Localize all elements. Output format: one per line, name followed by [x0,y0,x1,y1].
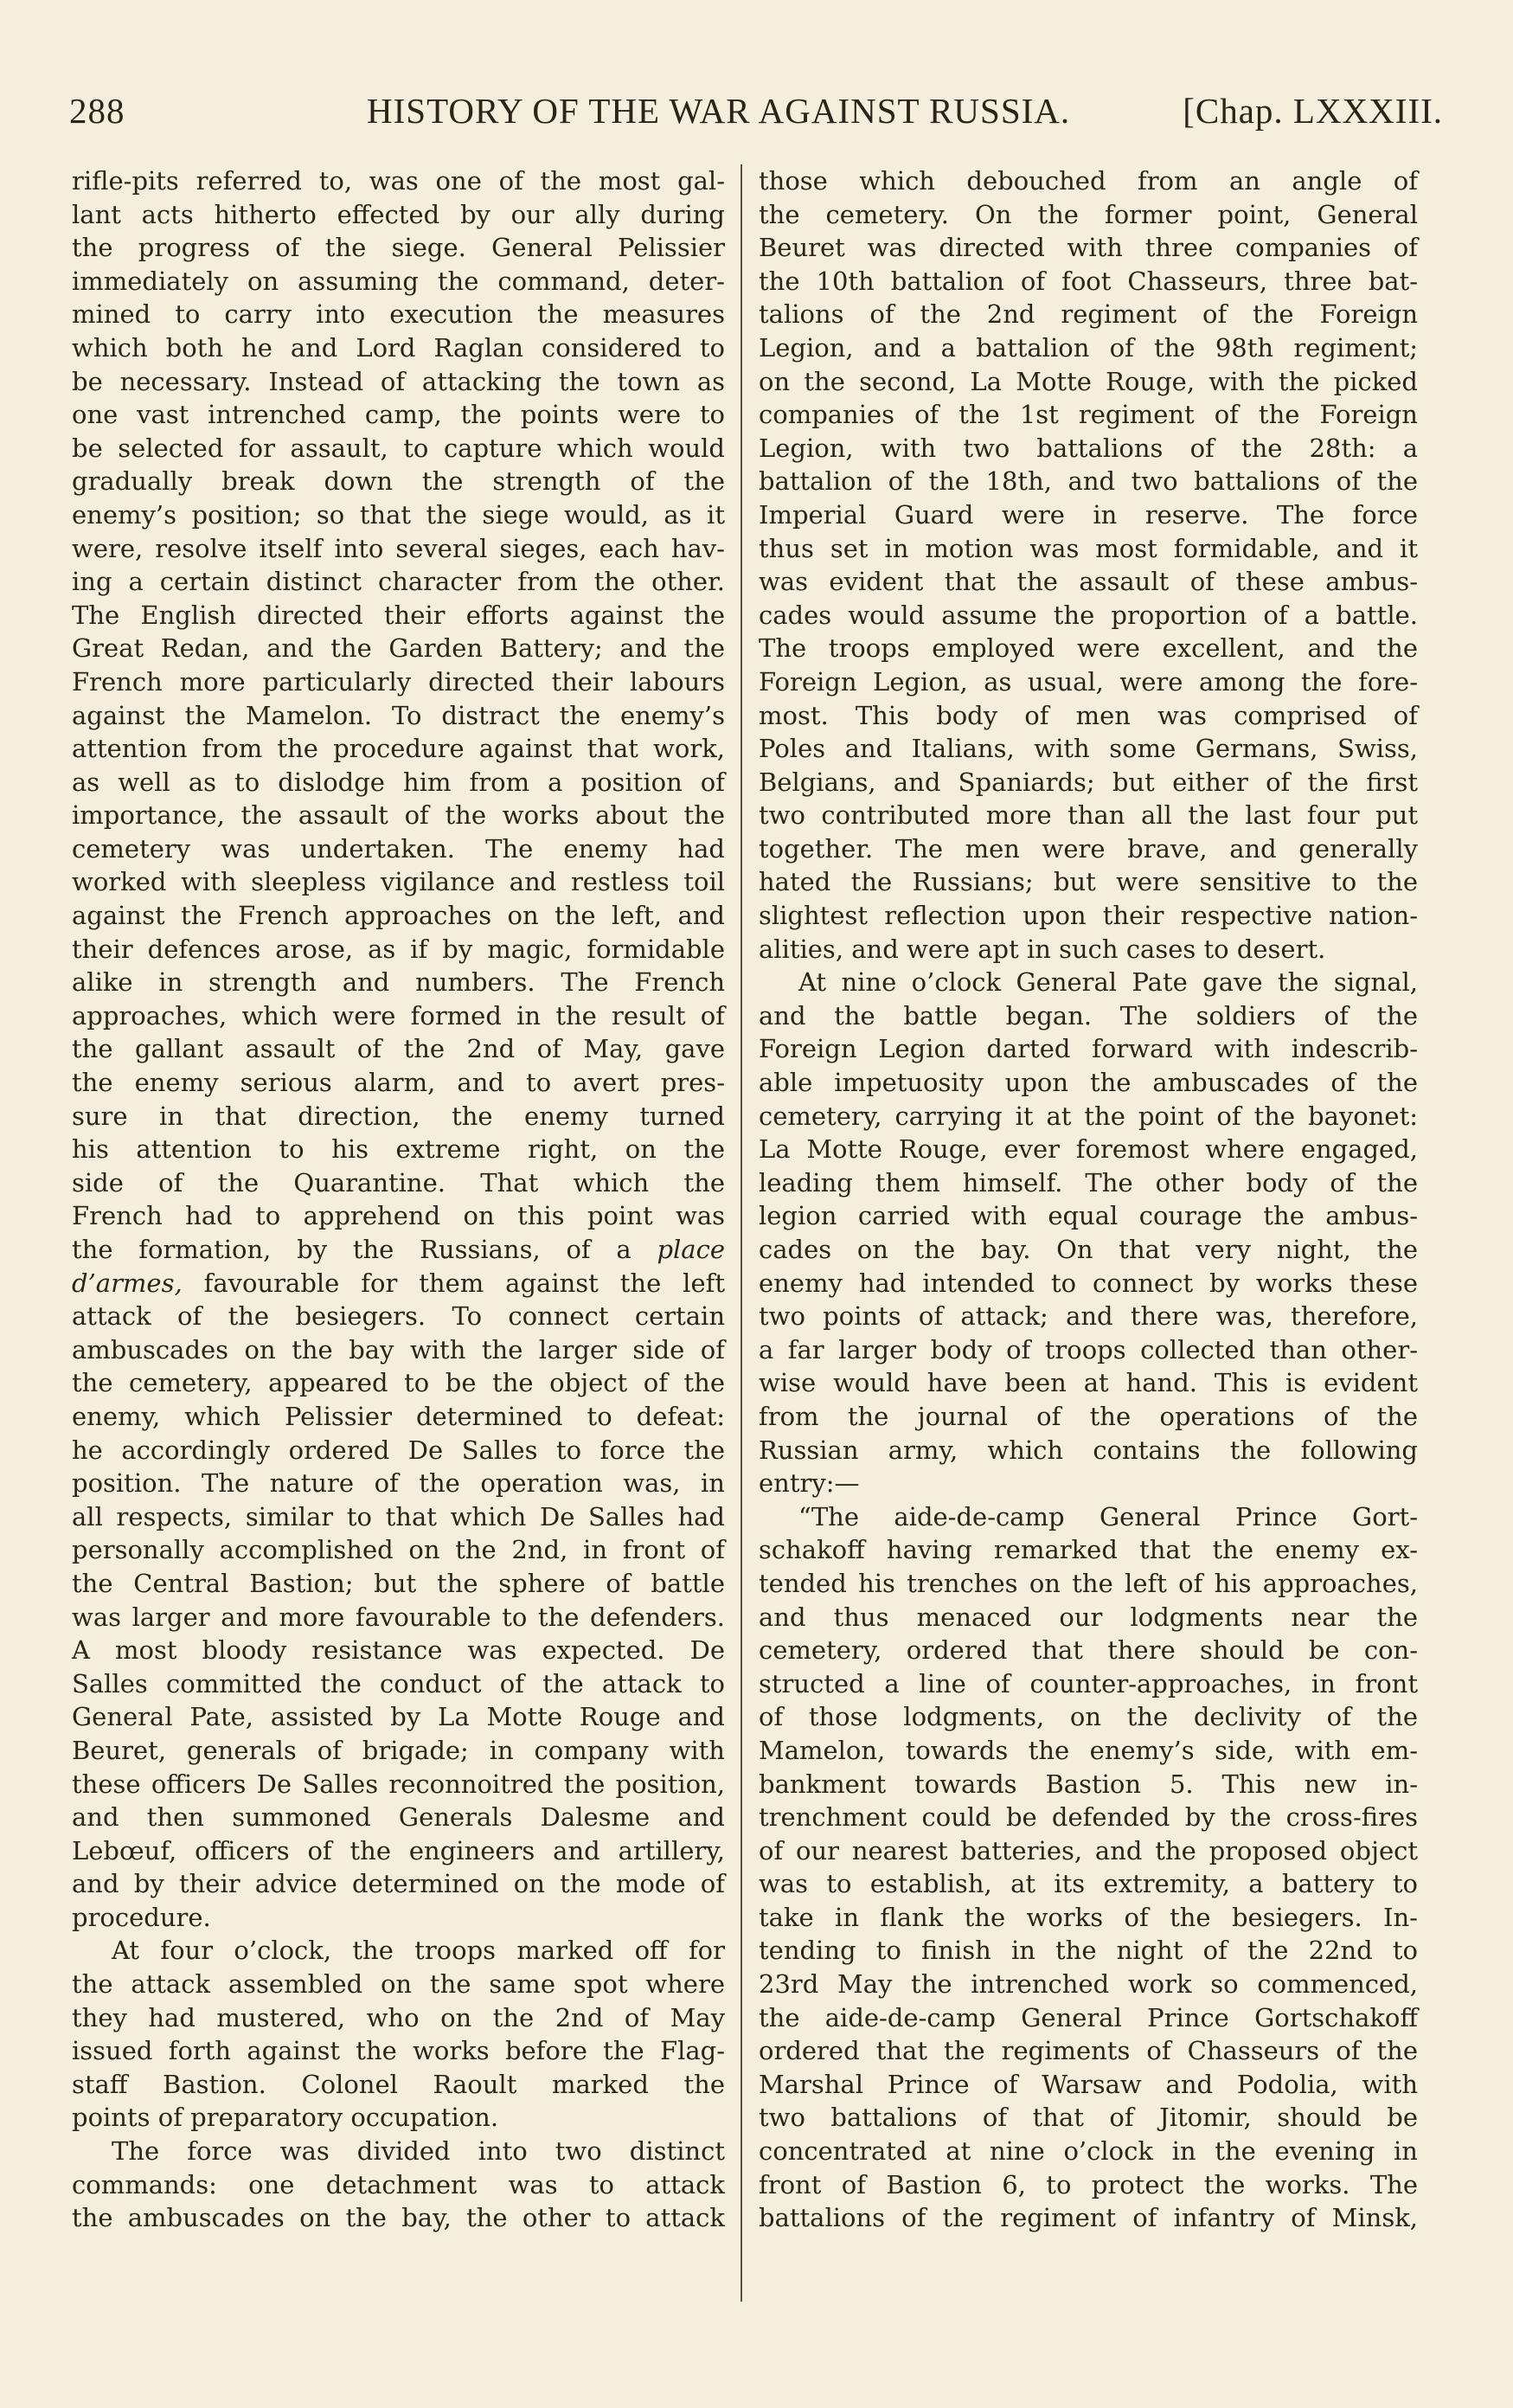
text-line: the cemetery. On the former point, General [759,199,1418,229]
text-line: Salles committed the conduct of the attack to [72,1668,725,1698]
text-line: as well as to dislodge him from a position of [72,767,725,797]
text-line: trenchment could be defended by the cross-fires [759,1802,1418,1833]
right-column [759,164,1418,2235]
text-line: together. The men were brave, and generally [759,833,1418,864]
text-line: tended his trenches on the left of his approaches, [759,1568,1418,1598]
text-line: the 10th battalion of foot Chasseurs, three bat- [759,266,1418,296]
text-line: was larger and more favourable to the defenders. [72,1602,725,1632]
text-line: structed a line of counter-approaches, in front [759,1668,1418,1698]
text-line: two battalions of that of Jitomir, should be [759,2103,1418,2133]
text-line: rifle-pits referred to, was one of the most gal- [72,166,725,196]
text-line: French more particularly directed their labours [72,666,725,697]
text-line: was evident that the assault of these ambus- [759,567,1418,597]
running-title: HISTORY OF THE WAR AGAINST RUSSIA. [367,91,1071,131]
text-line: alities, and were apt in such cases to desert. [759,934,1326,964]
text-fragment: favourable for them against the left [182,1268,725,1298]
text-line: personally accomplished on the 2nd, in front of [72,1535,725,1565]
text-line: points of preparatory occupation. [72,2103,499,2133]
text-line [72,1267,725,1300]
text-line: and thus menaced our lodgments near the [759,1602,1418,1632]
text-line: able impetuosity upon the ambuscades of the [759,1068,1418,1098]
text-line: the cemetery, appeared to be the object of the [72,1368,725,1398]
text-line: leading them himself. The other body of the [759,1167,1418,1198]
text-line: “The aide-de-camp General Prince Gort- [798,1501,1418,1531]
text-line: staff Bastion. Colonel Raoult marked the [72,2069,725,2099]
text-line: The force was divided into two distinct [112,2136,725,2167]
text-line: from the journal of the operations of the [759,1401,1418,1431]
text-line: Mamelon, towards the enemy’s side, with em- [759,1735,1418,1765]
right-paragraph-1 [759,164,1418,966]
text-line: were, resolve itself into several sieges, each hav- [72,533,725,563]
text-line: immediately on assuming the command, deter- [72,266,725,296]
text-line: bankment towards Bastion 5. This new in- [759,1769,1418,1799]
text-line: Great Redan, and the Garden Battery; and the [72,633,725,664]
text-line: the formation, by the Russians, of a place [72,1235,725,1264]
text-line: the enemy serious alarm, and to avert pres- [72,1068,725,1098]
text-line: cemetery, ordered that there should be con- [759,1635,1418,1666]
text-line: 23rd May the intrenched work so commenced, [759,1969,1418,2000]
right-paragraph-3 [759,1500,1418,2235]
text-line: enemy’s position; so that the siege would, as it [72,499,725,530]
text-line: enemy had intended to connect by works these [759,1268,1418,1298]
text-line: attack of the besiegers. To connect certain [72,1301,725,1332]
text-line: tending to finish in the night of the 22nd to [759,1936,1418,1966]
text-line: was to establish, at its extremity, a battery to [759,1869,1418,1899]
text-line: schakoff having remarked that the enemy ex- [759,1535,1418,1565]
text-line: A most bloody resistance was expected. De [72,1635,725,1666]
text-line: cemetery, carrying it at the point of the bayonet: [759,1101,1418,1131]
text-line: Russian army, which contains the following [759,1435,1418,1465]
text-line: Foreign Legion, as usual, were among the fore- [759,666,1418,697]
text-line: enemy, which Pelissier determined to defeat: [72,1401,725,1431]
left-column [72,164,725,2235]
text-line: against the Mamelon. To distract the enemy’s [72,700,725,730]
text-line: of those lodgments, on the declivity of the [759,1702,1418,1732]
text-line: all respects, similar to that which De Salles had [72,1501,725,1531]
text-line: two points of attack; and there was, therefore, [759,1301,1418,1332]
text-line: they had mustered, who on the 2nd of May [72,2002,725,2032]
chapter-label: [Chap. LXXXIII. [1183,91,1443,131]
text-line: thus set in motion was most formidable, and it [759,533,1418,563]
text-line: take in flank the works of the besiegers. In- [759,1902,1418,1932]
text-line: legion carried with equal courage the ambus- [759,1201,1418,1231]
text-line: Marshal Prince of Warsaw and Podolia, with [759,2069,1418,2099]
text-line: lant acts hitherto effected by our ally during [72,199,725,229]
text-line: the ambuscades on the bay, the other to attack [72,2203,725,2233]
text-line: procedure. [72,1902,211,1932]
text-line: be necessary. Instead of attacking the town as [72,366,725,396]
text-line: General Pate, assisted by La Motte Rouge and [72,1702,725,1732]
text-line: Legion, and a battalion of the 98th regiment; [759,332,1418,363]
text-line: approaches, which were formed in the result of [72,1000,725,1031]
left-paragraph-2 [72,1934,725,2135]
text-line: cemetery was undertaken. The enemy had [72,833,725,864]
text-line: ing a certain distinct character from the other. [72,567,725,597]
text-line: The English directed their efforts against the [72,600,725,630]
page-number: 288 [69,91,125,131]
text-line: the attack assembled on the same spot where [72,1969,725,2000]
text-line: Beuret was directed with three companies of [759,233,1418,263]
text-line: and the battle began. The soldiers of the [759,1000,1418,1031]
text-line: attention from the procedure against that work, [72,734,725,764]
text-line: those which debouched from an angle of [759,166,1418,196]
text-line: hated the Russians; but were sensitive to the [759,867,1418,897]
left-paragraph-3 [72,2135,725,2235]
text-line: commands: one detachment was to attack [72,2169,725,2199]
text-line: French had to apprehend on this point was [72,1201,725,1231]
text-line: Foreign Legion darted forward with indescrib- [759,1034,1418,1064]
text-line: concentrated at nine o’clock in the evening in [759,2136,1418,2167]
text-line: side of the Quarantine. That which the [72,1167,725,1198]
text-line: the aide-de-camp General Prince Gortschakoff [759,2002,1418,2032]
text-line: a far larger body of troops collected than other- [759,1334,1418,1365]
left-paragraph-1 [72,164,725,1267]
text-line: front of Bastion 6, to protect the works. The [759,2169,1418,2199]
text-line: sure in that direction, the enemy turned [72,1101,725,1131]
text-line: wise would have been at hand. This is evident [759,1368,1418,1398]
text-line: position. The nature of the operation was, in [72,1468,725,1499]
text-line: one vast intrenched camp, the points were to [72,400,725,430]
text-line: Beuret, generals of brigade; in company with [72,1735,725,1765]
text-line: his attention to his extreme right, on the [72,1134,725,1165]
text-line: these officers De Salles reconnoitred the position, [72,1769,725,1799]
text-line: most. This body of men was comprised of [759,700,1418,730]
page-header [69,90,1443,142]
text-line: which both he and Lord Raglan considered to [72,332,725,363]
text-line: be selected for assault, to capture which would [72,433,725,463]
text-line: Imperial Guard were in reserve. The force [759,499,1418,530]
text-line: mined to carry into execution the measures [72,299,725,330]
italic-phrase: place [657,1235,725,1264]
text-line: battalion of the 18th, and two battalions of the [759,466,1418,497]
text-line: Legion, with two battalions of the 28th: a [759,433,1418,463]
text-line: and by their advice determined on the mode of [72,1869,725,1899]
text-line: battalions of the regiment of infantry of Minsk, [759,2203,1418,2233]
text-line: gradually break down the strength of the [72,466,725,497]
text-line: and then summoned Generals Dalesme and [72,1802,725,1833]
text-line: worked with sleepless vigilance and restless toil [72,867,725,897]
text-line: Lebœuf, officers of the engineers and artillery, [72,1835,725,1865]
text-line: he accordingly ordered De Salles to force the [72,1435,725,1465]
text-line: entry:— [759,1468,860,1499]
text-line: The troops employed were excellent, and the [759,633,1418,664]
italic-phrase: d’armes, [72,1268,183,1298]
text-line: cades on the bay. On that very night, the [759,1235,1418,1264]
text-line: slightest reflection upon their respective nation- [759,901,1418,931]
text-line: companies of the 1st regiment of the Foreign [759,400,1418,430]
text-line: Poles and Italians, with some Germans, Swiss, [759,734,1418,764]
left-paragraph-1-rest [72,1300,725,1934]
text-line: Belgians, and Spaniards; but either of the first [759,767,1418,797]
text-line: the gallant assault of the 2nd of May, gave [72,1034,725,1064]
text-line: issued forth against the works before the Flag- [72,2036,725,2066]
text-line: the Central Bastion; but the sphere of battle [72,1568,725,1598]
text-line: La Motte Rouge, ever foremost where engaged, [759,1134,1418,1165]
text-line: At four o’clock, the troops marked off for [112,1936,725,1966]
text-line: their defences arose, as if by magic, formidable [72,934,725,964]
text-line: ambuscades on the bay with the larger side of [72,1334,725,1365]
text-line: the progress of the siege. General Pelissier [72,233,725,263]
text-line: talions of the 2nd regiment of the Foreign [759,299,1418,330]
text-line: two contributed more than all the last four put [759,800,1418,831]
text-line: ordered that the regiments of Chasseurs of the [759,2036,1418,2066]
text-line: on the second, La Motte Rouge, with the picked [759,366,1418,396]
text-line: against the French approaches on the left, and [72,901,725,931]
right-paragraph-2 [759,966,1418,1500]
text-line: cades would assume the proportion of a battle. [759,600,1418,630]
column-divider [740,164,742,2302]
text-line: importance, the assault of the works about the [72,800,725,831]
text-line: At nine o’clock General Pate gave the signal, [798,967,1418,998]
text-line: alike in strength and numbers. The French [72,967,725,998]
text-line: of our nearest batteries, and the proposed object [759,1835,1418,1865]
